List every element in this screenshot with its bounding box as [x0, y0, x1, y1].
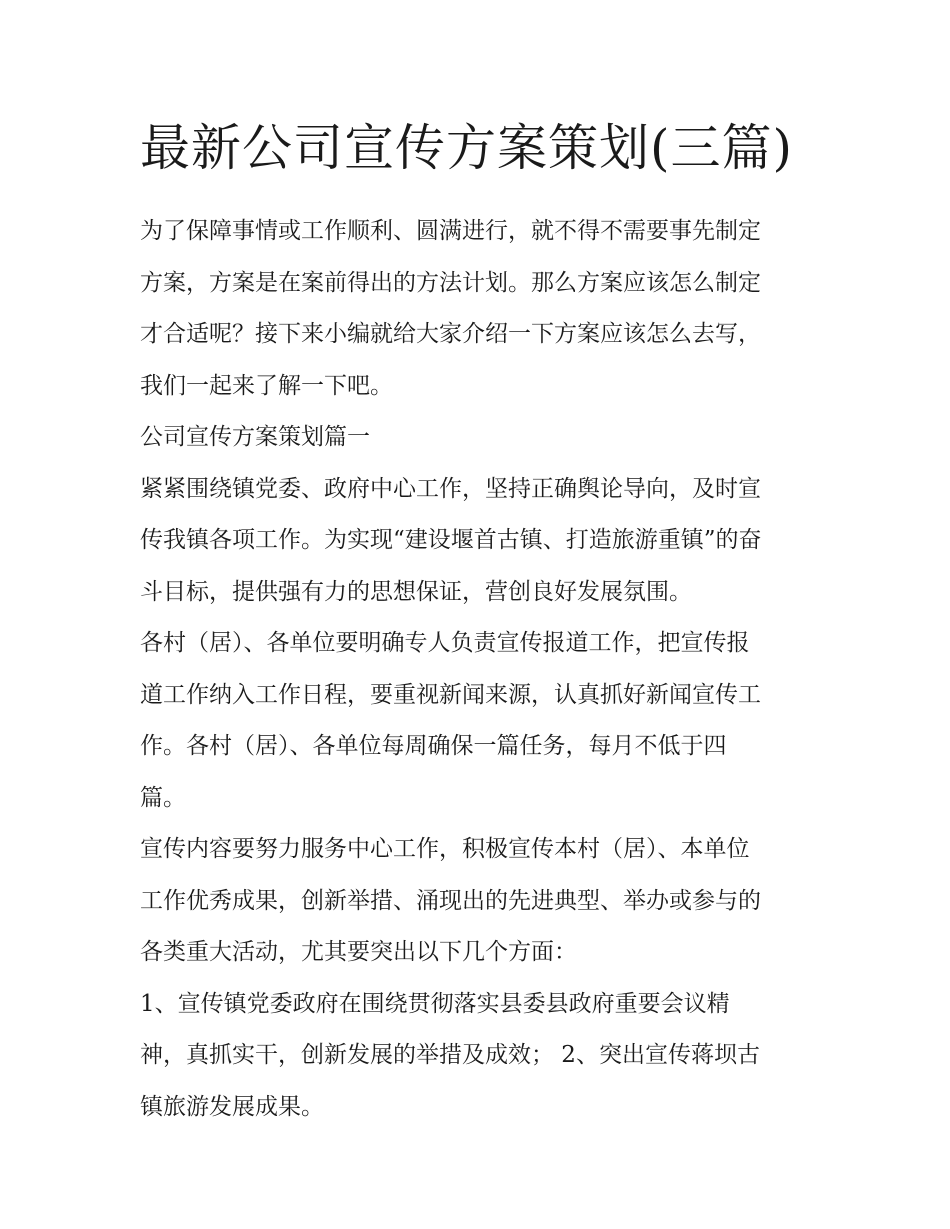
text-line: 篇。 — [140, 784, 186, 811]
text-line: 1、宣传镇党委政府在围绕贯彻落实县委县政府重要会议精 — [140, 990, 730, 1017]
text-line: 各类重大活动，尤其要突出以下几个方面： — [140, 939, 577, 965]
text-line: 镇旅游发展成果。 — [140, 1093, 324, 1120]
document-title: 最新公司宣传方案策划(三篇) — [140, 119, 794, 177]
text-line: 道工作纳入工作日程，要重视新闻来源，认真抓好新闻宣传工 — [140, 681, 761, 708]
text-line: 才合适呢？接下来小编就给大家介绍一下方案应该怎么去写， — [140, 321, 761, 347]
text-line: 方案，方案是在案前得出的方法计划。那么方案应该怎么制定 — [140, 269, 761, 296]
paragraph-4 — [140, 979, 820, 1134]
text-line: 斗目标，提供强有力的思想保证，营创良好发展氛围。 — [140, 578, 692, 605]
section-heading — [140, 412, 820, 464]
text-line: 传我镇各项工作。为实现“建设堰首古镇、打造旅游重镇”的奋 — [140, 527, 762, 553]
paragraph-1 — [140, 464, 820, 619]
text-line: 作。各村（居）、各单位每周确保一篇任务，每月不低于四 — [140, 733, 727, 759]
intro-paragraph — [140, 206, 820, 412]
text-line: 为了保障事情或工作顺利、圆满进行，就不得不需要事先制定 — [140, 218, 761, 244]
text-line: 宣传内容要努力服务中心工作，积极宣传本村（居）、本单位 — [140, 836, 750, 862]
text-line: 各村（居）、各单位要明确专人负责宣传报道工作，把宣传报 — [140, 630, 750, 656]
text-line: 我们一起来了解一下吧。 — [140, 372, 393, 399]
text-line: 紧紧围绕镇党委、政府中心工作，坚持正确舆论导向，及时宣 — [140, 475, 761, 502]
text-line: 工作优秀成果，创新举措、涌现出的先进典型、举办或参与的 — [140, 887, 761, 914]
section-heading-text: 公司宣传方案策划篇一 — [140, 424, 370, 450]
paragraph-2 — [140, 618, 820, 824]
paragraph-3 — [140, 824, 820, 979]
text-line: 神，真抓实干，创新发展的举措及成效； 2、突出宣传蒋坝古 — [140, 1042, 760, 1068]
